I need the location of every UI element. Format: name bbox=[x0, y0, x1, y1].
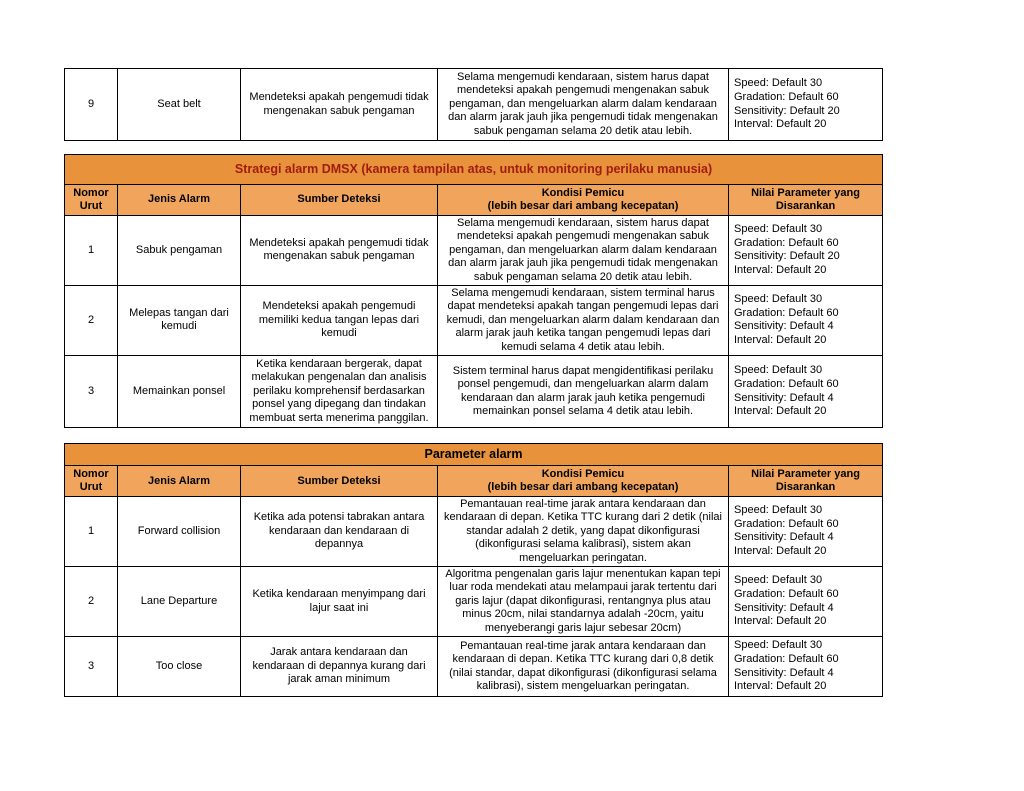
column-header-kondisi-pemicu bbox=[438, 185, 729, 216]
table-row bbox=[65, 496, 883, 566]
header-line: Kondisi Pemicu bbox=[541, 187, 625, 199]
cell-parameter bbox=[729, 69, 883, 141]
table-row bbox=[65, 567, 883, 637]
param-line: Speed: Default 30 bbox=[734, 364, 823, 377]
param-line: Sensitivity: Default 4 bbox=[734, 531, 834, 544]
cell-jenis-alarm: Sabuk pengaman bbox=[118, 215, 241, 285]
cell-nomor: 2 bbox=[65, 567, 118, 637]
param-line: Interval: Default 20 bbox=[734, 615, 827, 628]
column-header-nomor-urut: Nomor Urut bbox=[65, 185, 118, 216]
table-title: Parameter alarm bbox=[65, 444, 883, 466]
param-line: Interval: Default 20 bbox=[734, 334, 827, 347]
cell-parameter bbox=[729, 356, 883, 428]
param-line: Interval: Default 20 bbox=[734, 545, 827, 558]
table-row bbox=[65, 356, 883, 428]
column-header-sumber-deteksi: Sumber Deteksi bbox=[241, 185, 438, 216]
cell-kondisi-pemicu: Pemantauan real-time jarak antara kendaraan dan kendaraan di depan. Ketika TTC kurang dari 0,8 detik (nilai standar, dapat dikonfigurasi (dikonfigurasi selama kalibrasi), sistem mengeluarkan peringatan. bbox=[438, 637, 729, 697]
seatbelt-row-table bbox=[64, 68, 883, 141]
param-line: Sensitivity: Default 4 bbox=[734, 666, 834, 679]
table-row bbox=[65, 285, 883, 355]
spacer bbox=[64, 141, 882, 154]
column-header-nilai-parameter: Nilai Parameter yang Disarankan bbox=[729, 466, 883, 497]
table-title: Strategi alarm DMSX (kamera tampilan atas, untuk monitoring perilaku manusia) bbox=[65, 155, 883, 185]
table-title-band bbox=[65, 155, 883, 185]
cell-nomor: 3 bbox=[65, 356, 118, 428]
column-header-nilai-parameter: Nilai Parameter yang Disarankan bbox=[729, 185, 883, 216]
param-line: Gradation: Default 60 bbox=[734, 236, 839, 249]
param-line: Gradation: Default 60 bbox=[734, 90, 839, 103]
cell-sumber-deteksi: Mendeteksi apakah pengemudi tidak mengenakan sabuk pengaman bbox=[241, 69, 438, 141]
header-line: Kondisi Pemicu bbox=[541, 468, 625, 481]
param-line: Sensitivity: Default 20 bbox=[734, 104, 840, 117]
column-header-jenis-alarm: Jenis Alarm bbox=[118, 185, 241, 216]
header-row bbox=[65, 466, 883, 497]
param-line: Interval: Default 20 bbox=[734, 405, 827, 418]
cell-kondisi-pemicu: Sistem terminal harus dapat mengidentifikasi perilaku ponsel pengemudi, dan mengeluarkan alarm dalam kendaraan dan alarm jarak jauh ketika pengemudi memainkan ponsel selama 4 detik atau lebih. bbox=[438, 356, 729, 428]
cell-jenis-alarm: Lane Departure bbox=[118, 567, 241, 637]
param-line: Sensitivity: Default 4 bbox=[734, 320, 834, 333]
cell-kondisi-pemicu: Algoritma pengenalan garis lajur menentukan kapan tepi luar roda mendekati atau melampaui jarak tertentu dari garis lajur (dapat dikonfigurasi, rentangnya plus atau minus 20cm, nilai standarnya adalah -20cm, yaitu menyeberangi garis lajur sebesar 20cm) bbox=[438, 567, 729, 637]
table-row bbox=[65, 637, 883, 697]
header-line: (lebih besar dari ambang kecepatan) bbox=[487, 481, 679, 493]
header-row bbox=[65, 185, 883, 216]
cell-sumber-deteksi: Ketika kendaraan bergerak, dapat melakukan pengenalan dan analisis perilaku komprehensif berdasarkan ponsel yang dipegang dan tindakan membuat serta menerima panggilan. bbox=[241, 356, 438, 428]
param-line: Gradation: Default 60 bbox=[734, 517, 839, 530]
header-line: (lebih besar dari ambang kecepatan) bbox=[487, 199, 679, 212]
param-line: Sensitivity: Default 20 bbox=[734, 250, 840, 263]
param-line: Interval: Default 20 bbox=[734, 680, 827, 693]
param-line: Sensitivity: Default 4 bbox=[734, 391, 834, 404]
column-header-kondisi-pemicu bbox=[438, 466, 729, 497]
cell-sumber-deteksi: Ketika ada potensi tabrakan antara kendaraan dan kendaraan di depannya bbox=[241, 496, 438, 566]
spacer bbox=[64, 428, 882, 443]
param-line: Speed: Default 30 bbox=[734, 503, 823, 516]
cell-parameter bbox=[729, 567, 883, 637]
column-header-nomor-urut: Nomor Urut bbox=[65, 466, 118, 497]
table-row bbox=[65, 69, 883, 141]
cell-nomor: 1 bbox=[65, 215, 118, 285]
cell-jenis-alarm: Memainkan ponsel bbox=[118, 356, 241, 428]
param-line: Speed: Default 30 bbox=[734, 639, 823, 652]
cell-kondisi-pemicu: Selama mengemudi kendaraan, sistem terminal harus dapat mendeteksi apakah tangan pengemudi lepas dari kemudi, dan mengeluarkan alarm dalam kendaraan dan alarm jarak jauh ketika tangan pengemudi lepas dari kemudi selama 4 detik atau lebih. bbox=[438, 285, 729, 355]
param-line: Gradation: Default 60 bbox=[734, 306, 839, 319]
param-line: Speed: Default 30 bbox=[734, 574, 823, 587]
cell-parameter bbox=[729, 215, 883, 285]
cell-sumber-deteksi: Jarak antara kendaraan dan kendaraan di depannya kurang dari jarak aman minimum bbox=[241, 637, 438, 697]
column-header-sumber-deteksi: Sumber Deteksi bbox=[241, 466, 438, 497]
cell-sumber-deteksi: Ketika kendaraan menyimpang dari lajur saat ini bbox=[241, 567, 438, 637]
cell-sumber-deteksi: Mendeteksi apakah pengemudi memiliki kedua tangan lepas dari kemudi bbox=[241, 285, 438, 355]
cell-jenis-alarm: Melepas tangan dari kemudi bbox=[118, 285, 241, 355]
param-line: Gradation: Default 60 bbox=[734, 652, 839, 665]
cell-parameter bbox=[729, 285, 883, 355]
table-row bbox=[65, 215, 883, 285]
parameter-alarm-table bbox=[64, 443, 883, 697]
param-line: Interval: Default 20 bbox=[734, 118, 827, 131]
param-line: Gradation: Default 60 bbox=[734, 377, 839, 390]
param-line: Speed: Default 30 bbox=[734, 77, 823, 89]
cell-jenis-alarm: Too close bbox=[118, 637, 241, 697]
cell-jenis-alarm: Seat belt bbox=[118, 69, 241, 141]
cell-kondisi-pemicu: Selama mengemudi kendaraan, sistem harus dapat mendeteksi apakah pengemudi mengenakan sabuk pengaman, dan mengeluarkan alarm dalam kendaraan dan alarm jarak jauh jika pengemudi tidak mengenakan sabuk pengaman selama 20 detik atau lebih. bbox=[438, 69, 729, 141]
cell-nomor: 2 bbox=[65, 285, 118, 355]
param-line: Sensitivity: Default 4 bbox=[734, 601, 834, 614]
cell-jenis-alarm: Forward collision bbox=[118, 496, 241, 566]
cell-nomor: 1 bbox=[65, 496, 118, 566]
param-line: Speed: Default 30 bbox=[734, 292, 823, 305]
cell-sumber-deteksi: Mendeteksi apakah pengemudi tidak mengenakan sabuk pengaman bbox=[241, 215, 438, 285]
cell-nomor: 9 bbox=[65, 69, 118, 141]
param-line: Gradation: Default 60 bbox=[734, 587, 839, 600]
param-line: Speed: Default 30 bbox=[734, 222, 823, 235]
cell-nomor: 3 bbox=[65, 637, 118, 697]
cell-kondisi-pemicu: Pemantauan real-time jarak antara kendaraan dan kendaraan di depan. Ketika TTC kurang dari 2 detik (nilai standar adalah 2 detik, yang dapat dikonfigurasi (dikonfigurasi selama kalibrasi), sistem akan mengeluarkan peringatan. bbox=[438, 496, 729, 566]
param-line: Interval: Default 20 bbox=[734, 264, 827, 277]
column-header-jenis-alarm: Jenis Alarm bbox=[118, 466, 241, 497]
table-title-band bbox=[65, 444, 883, 466]
cell-parameter bbox=[729, 496, 883, 566]
dmsx-alarm-table bbox=[64, 154, 883, 428]
cell-parameter bbox=[729, 637, 883, 697]
cell-kondisi-pemicu: Selama mengemudi kendaraan, sistem harus dapat mendeteksi apakah pengemudi mengenakan sabuk pengaman, dan mengeluarkan alarm dalam kendaraan dan alarm jarak jauh jika pengemudi tidak mengenakan sabuk pengaman selama 20 detik atau lebih. bbox=[438, 215, 729, 285]
document-content bbox=[64, 68, 882, 697]
